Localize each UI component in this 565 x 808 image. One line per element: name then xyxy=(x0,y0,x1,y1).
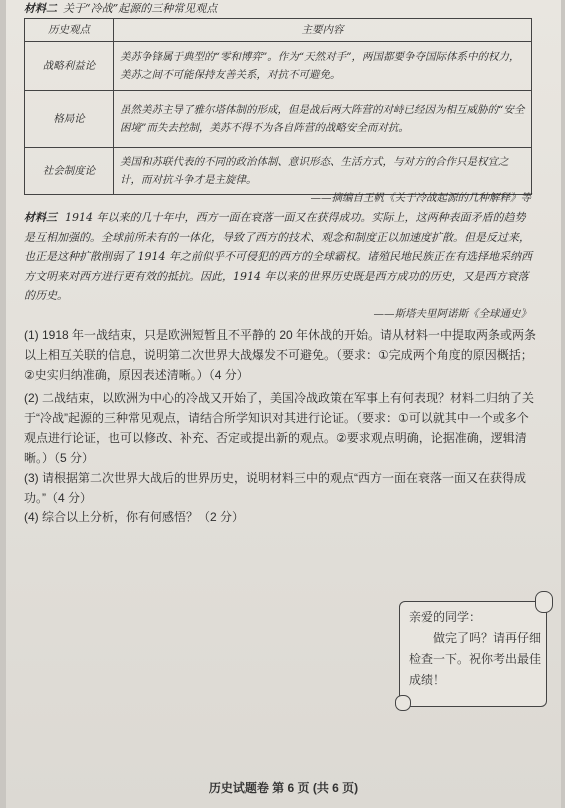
material2-title: 关于“冷战”起源的三种常见观点 xyxy=(63,2,218,15)
question-1: (1) 1918 年一战结束，只是欧洲短暂且不平静的 20 年休战的开始。请从材料一中提取两条或两条以上相互关联的信息，说明第二次世界大战爆发不可避免。（要求：①完成两个角度的原因概括；②史实归纳准确，原因表述清晰。）（4 分） xyxy=(24,328,537,382)
view-content: 虽然美苏主导了雅尔塔体制的形成，但是战后两大阵营的对峙已经因为相互威胁的“安全困境”而失去控制，美苏不得不为各自阵营的战略安全而对抗。 xyxy=(114,91,532,148)
material3-label: 材料三 xyxy=(24,211,57,224)
view-content: 美苏争锋属于典型的“零和博弈”。作为“天然对手”，两国都要争夺国际体系中的权力，美苏之间不可能保持友善关系，对抗不可避免。 xyxy=(114,42,532,91)
view-name: 社会制度论 xyxy=(25,148,114,195)
question-4: (4) 综合以上分析，你有何感悟？（2 分） xyxy=(24,510,245,524)
note-text xyxy=(409,607,541,691)
question-3: (3) 请根据第二次世界大战后的世界历史，说明材料三中的观点“西方一面在衰落一面又在获得成功。”（4 分） xyxy=(24,471,526,505)
note-line-1: 亲爱的同学： xyxy=(409,610,482,624)
header-view: 历史观点 xyxy=(25,19,114,42)
material3-source: ——斯塔夫里阿诺斯《全球通史》 xyxy=(373,308,531,320)
page-footer: 历史试题卷 第 6 页 (共 6 页) xyxy=(208,781,359,795)
material3 xyxy=(24,208,534,306)
encouragement-note xyxy=(399,591,553,707)
material2-source: ——摘编自王帆《关于冷战起源的几种解释》等 xyxy=(310,192,531,204)
material3-text: 1914 年以来的几十年中，西方一面在衰落一面又在获得成功。实际上，这两种表面矛盾的趋势是互相加强的。全球前所未有的一体化，导致了西方的技术、观念和制度正以加速度扩散。但是反过来，也正是这种扩散削弱了 1914 年之前似乎不可侵犯的西方的全球霸权。诸殖民地民族正在有选择地采纳西方文明来对西方进行更有效的抵抗。因此，1914 年以来的世界历史既是西方成功的历史，又是西方衰落的历史。 xyxy=(24,211,532,302)
view-content: 美国和苏联代表的不同的政治体制、意识形态、生活方式，与对方的合作只是权宜之计，而对抗斗争才是主旋律。 xyxy=(114,148,532,195)
cold-war-views-table xyxy=(24,18,532,195)
material2-heading xyxy=(24,0,217,16)
view-name: 格局论 xyxy=(25,91,114,148)
header-content: 主要内容 xyxy=(114,19,532,42)
exam-page xyxy=(6,0,561,808)
view-name: 战略利益论 xyxy=(25,42,114,91)
note-line-2: 做完了吗？请再仔细检查一下。祝你考出最佳成绩！ xyxy=(409,631,542,687)
scroll-curl-icon xyxy=(395,695,411,711)
material2-label: 材料二 xyxy=(24,2,57,15)
question-2: (2) 二战结束，以欧洲为中心的冷战又开始了，美国冷战政策在军事上有何表现？材料二归纳了关于“冷战”起源的三种常见观点，请结合所学知识对其进行论证。（要求：①可以就其中一个或多个观点进行论证，也可以修改、补充、否定或提出新的观点。②要求观点明确，论据准确，逻辑清晰。）（5 分） xyxy=(24,391,535,465)
